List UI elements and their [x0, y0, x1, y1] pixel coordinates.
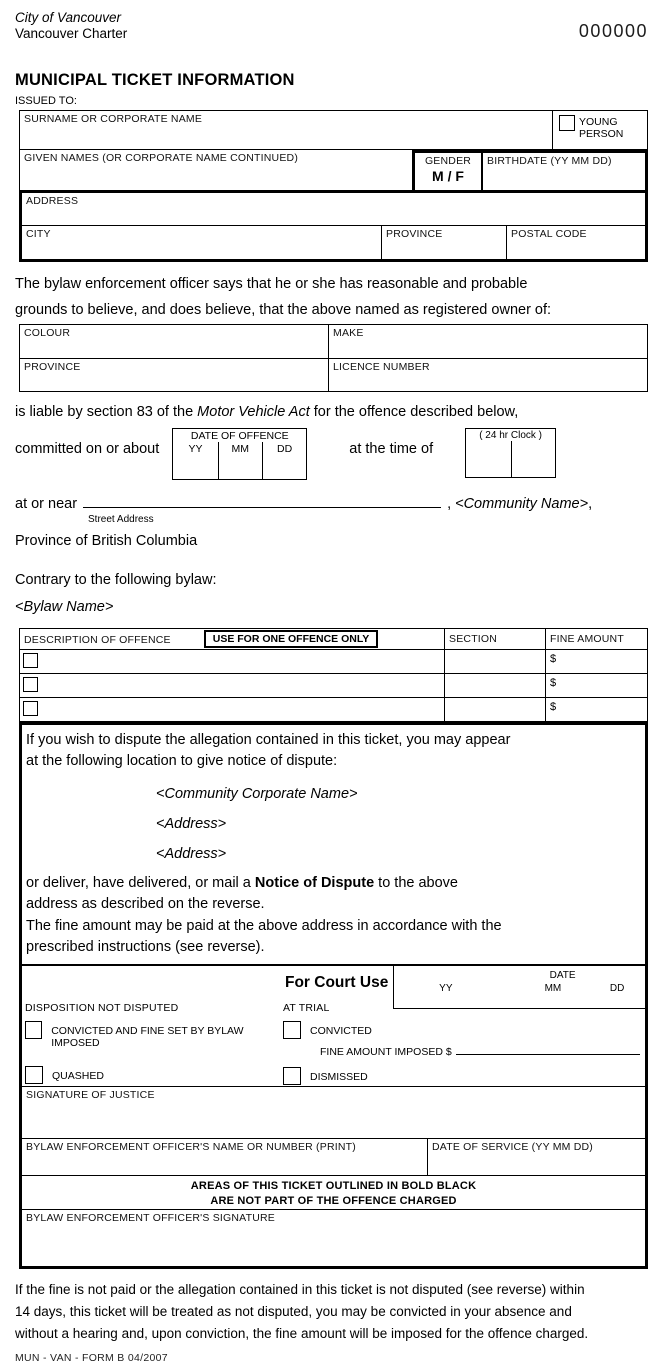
currency-sign: $ — [550, 701, 557, 713]
contrary-statement: Contrary to the following bylaw: — [15, 572, 217, 588]
vehicle-province-field[interactable] — [20, 359, 328, 391]
offence-checkbox[interactable] — [23, 677, 38, 692]
ticket-serial-number: 000000 — [578, 21, 648, 41]
issued-to-table — [19, 110, 648, 262]
currency-sign: $ — [550, 677, 557, 689]
issued-to-label: ISSUED TO: — [15, 95, 77, 107]
form-title: MUNICIPAL TICKET INFORMATION — [15, 71, 295, 89]
offence-row — [20, 673, 647, 697]
dispute-and-court-box — [19, 722, 648, 1269]
convicted-option — [283, 1021, 642, 1039]
officer-name-row — [22, 1138, 645, 1175]
officer-name-label: BYLAW ENFORCEMENT OFFICER'S NAME OR NUMBER (PRINT) — [26, 1141, 356, 1153]
offence-table — [19, 628, 648, 722]
offence-checkbox[interactable] — [23, 653, 38, 668]
dismissed-label: DISMISSED — [310, 1071, 368, 1083]
gender-options: M / F — [432, 168, 464, 184]
section-field[interactable] — [444, 650, 545, 673]
licence-number-field[interactable] — [328, 359, 647, 391]
surname-field[interactable] — [20, 111, 552, 149]
province-field[interactable] — [381, 226, 506, 259]
officer-signature-field[interactable] — [22, 1209, 645, 1266]
bold-areas-notice: AREAS OF THIS TICKET OUTLINED IN BOLD BLACK ARE NOT PART OF THE OFFENCE CHARGED — [22, 1175, 645, 1209]
act-name: Motor Vehicle Act — [197, 404, 310, 420]
table-row — [20, 325, 647, 358]
city-label: CITY — [26, 228, 51, 240]
postal-code-label: POSTAL CODE — [511, 228, 587, 240]
date-of-offence-label: DATE OF OFFENCE — [190, 430, 289, 442]
minutes-column[interactable] — [511, 441, 556, 477]
city-field[interactable] — [22, 226, 381, 259]
gender-field[interactable] — [412, 150, 483, 190]
offence-row — [20, 697, 647, 721]
fine-amount-field[interactable] — [545, 698, 647, 721]
disposition-header: DISPOSITION NOT DISPUTED — [25, 1002, 179, 1014]
fine-imposed-field[interactable] — [456, 1045, 640, 1055]
young-person-cell — [552, 111, 647, 149]
offence-table-header — [20, 629, 647, 649]
court-use-title: For Court Use — [285, 974, 389, 991]
address-field[interactable] — [22, 193, 645, 226]
committed-text: committed on or about — [15, 441, 160, 457]
court-date-box[interactable]: DATE YY MM DD — [393, 966, 645, 1009]
section-header: SECTION — [449, 633, 498, 645]
belief-paragraph: The bylaw enforcement officer says that he or she has reasonable and probable grounds to believe, and does believe, that the above named as registered owner of: — [15, 276, 552, 318]
date-of-offence-box[interactable] — [172, 428, 307, 480]
at-trial-column — [283, 1002, 642, 1085]
offence-row — [20, 649, 647, 673]
fine-amount-header: FINE AMOUNT — [550, 633, 624, 645]
offence-description-field[interactable] — [20, 674, 444, 697]
offence-datetime-row — [15, 428, 648, 482]
table-row — [20, 358, 647, 391]
colour-label: COLOUR — [24, 327, 71, 339]
dismissed-option — [283, 1067, 642, 1085]
disposition-column — [25, 1002, 283, 1085]
make-field[interactable] — [328, 325, 647, 358]
section-field[interactable] — [444, 674, 545, 697]
vehicle-table — [19, 324, 648, 392]
given-names-field[interactable] — [19, 150, 412, 190]
quashed-checkbox[interactable] — [25, 1066, 43, 1084]
notice-of-dispute-term: Notice of Dispute — [254, 875, 375, 891]
young-person-label: YOUNG PERSON — [579, 116, 624, 140]
colour-field[interactable] — [20, 325, 328, 358]
vehicle-province-label: PROVINCE — [24, 361, 81, 373]
offence-description-field[interactable] — [20, 650, 444, 673]
table-row — [19, 150, 648, 190]
convicted-fine-set-label: CONVICTED AND FINE SET BY BYLAW IMPOSED — [51, 1025, 244, 1049]
convicted-label: CONVICTED — [310, 1025, 372, 1037]
make-label: MAKE — [333, 327, 364, 339]
use-once-notice: USE FOR ONE OFFENCE ONLY — [204, 630, 379, 648]
payment-instructions: The fine amount may be paid at the above address in accordance with the prescribed instructions (see reverse). — [26, 918, 502, 955]
licence-number-label: LICENCE NUMBER — [333, 361, 430, 373]
fine-amount-field[interactable] — [545, 650, 647, 673]
community-corporate-name-placeholder: <Community Corporate Name> — [156, 786, 358, 802]
young-person-checkbox[interactable] — [559, 115, 575, 131]
surname-label: SURNAME OR CORPORATE NAME — [24, 113, 203, 125]
at-trial-header: AT TRIAL — [283, 1002, 330, 1014]
signature-of-justice-field[interactable] — [22, 1086, 645, 1138]
given-names-label: GIVEN NAMES (OR CORPORATE NAME CONTINUED) — [24, 152, 299, 164]
currency-sign: $ — [550, 653, 557, 665]
dd-column[interactable]: DD — [262, 442, 306, 479]
street-address-field[interactable] — [83, 494, 441, 508]
date-of-service-field[interactable] — [427, 1139, 645, 1175]
table-row — [22, 226, 645, 259]
birthdate-field[interactable] — [483, 150, 648, 190]
at-time-text: at the time of — [349, 441, 434, 457]
address-label: ADDRESS — [26, 195, 79, 207]
province-statement: Province of British Columbia — [15, 533, 198, 549]
fine-imposed-label: FINE AMOUNT IMPOSED $ — [320, 1046, 452, 1058]
officer-signature-label: BYLAW ENFORCEMENT OFFICER'S SIGNATURE — [26, 1212, 275, 1224]
dispute-instructions: If you wish to dispute the allegation contained in this ticket, you may appear at the following location to give notice of dispute: <Community Corporate Name> <Address> <Address> or deliver, have delivered, or mail a Notice of Dispute to the above address as described on the reverse. The fine amount may be paid at the above address in accordance with the prescribed instructions (see reverse). — [22, 725, 645, 964]
offence-checkbox[interactable] — [23, 701, 38, 716]
non-payment-warning: If the fine is not paid or the allegation contained in this ticket is not disputed (see reverse) within 14 days, this ticket will be treated as not disputed, you may be convicted in your absence and without a hearing and, upon conviction, the fine amount will be imposed for the offence charged. — [15, 1282, 589, 1341]
quashed-option — [25, 1066, 283, 1084]
dispute-location-placeholders — [156, 779, 641, 869]
convicted-checkbox[interactable] — [283, 1021, 301, 1039]
fine-imposed-row — [320, 1045, 642, 1058]
table-row — [19, 110, 648, 150]
address-block — [19, 190, 648, 262]
signature-of-justice-label: SIGNATURE OF JUSTICE — [26, 1089, 155, 1101]
community-name-placeholder: <Community Name> — [455, 496, 589, 512]
yy-column[interactable]: YY — [188, 443, 203, 455]
form-code: MUN - VAN - FORM B 04/2007 — [15, 1352, 168, 1364]
dismissed-checkbox[interactable] — [283, 1067, 301, 1085]
form-header — [15, 10, 648, 42]
description-header: DESCRIPTION OF OFFENCE — [24, 634, 171, 646]
fine-amount-field[interactable] — [545, 674, 647, 697]
date-of-service-label: DATE OF SERVICE (YY MM DD) — [432, 1141, 593, 1153]
address-placeholder: <Address> — [156, 846, 227, 862]
bylaw-name-placeholder: <Bylaw Name> — [15, 599, 114, 615]
issuing-authority: City of Vancouver — [15, 10, 122, 25]
liable-statement: is liable by section 83 of the Motor Vehicle Act for the offence described below, — [15, 404, 519, 420]
mm-column[interactable]: MM — [218, 442, 262, 479]
street-address-caption: Street Address — [88, 514, 154, 525]
at-or-near-text: at or near — [15, 496, 78, 512]
address-placeholder: <Address> — [156, 816, 227, 832]
hours-column[interactable] — [466, 441, 511, 477]
clock-label: ( 24 hr Clock ) — [479, 430, 542, 441]
province-label: PROVINCE — [386, 228, 443, 240]
deliver-instructions: or deliver, have delivered, or mail a Notice of Dispute to the above address as described on the reverse. — [26, 875, 458, 912]
charter-name: Vancouver Charter — [15, 26, 128, 41]
postal-code-field[interactable] — [506, 226, 645, 259]
court-use-section — [22, 964, 645, 1086]
time-of-offence-box[interactable] — [465, 428, 556, 478]
gender-label: GENDER — [424, 155, 472, 167]
officer-name-field[interactable] — [22, 1139, 427, 1175]
offence-description-field[interactable] — [20, 698, 444, 721]
quashed-label: QUASHED — [52, 1070, 104, 1082]
location-row: at or near Street Address , <Community Name> , — [15, 496, 593, 525]
birthdate-label: BIRTHDATE (YY MM DD) — [487, 155, 612, 167]
convicted-fine-set-checkbox[interactable] — [25, 1021, 42, 1039]
section-field[interactable] — [444, 698, 545, 721]
convicted-fine-set-option — [25, 1021, 283, 1049]
court-date-label: DATE — [549, 970, 576, 981]
